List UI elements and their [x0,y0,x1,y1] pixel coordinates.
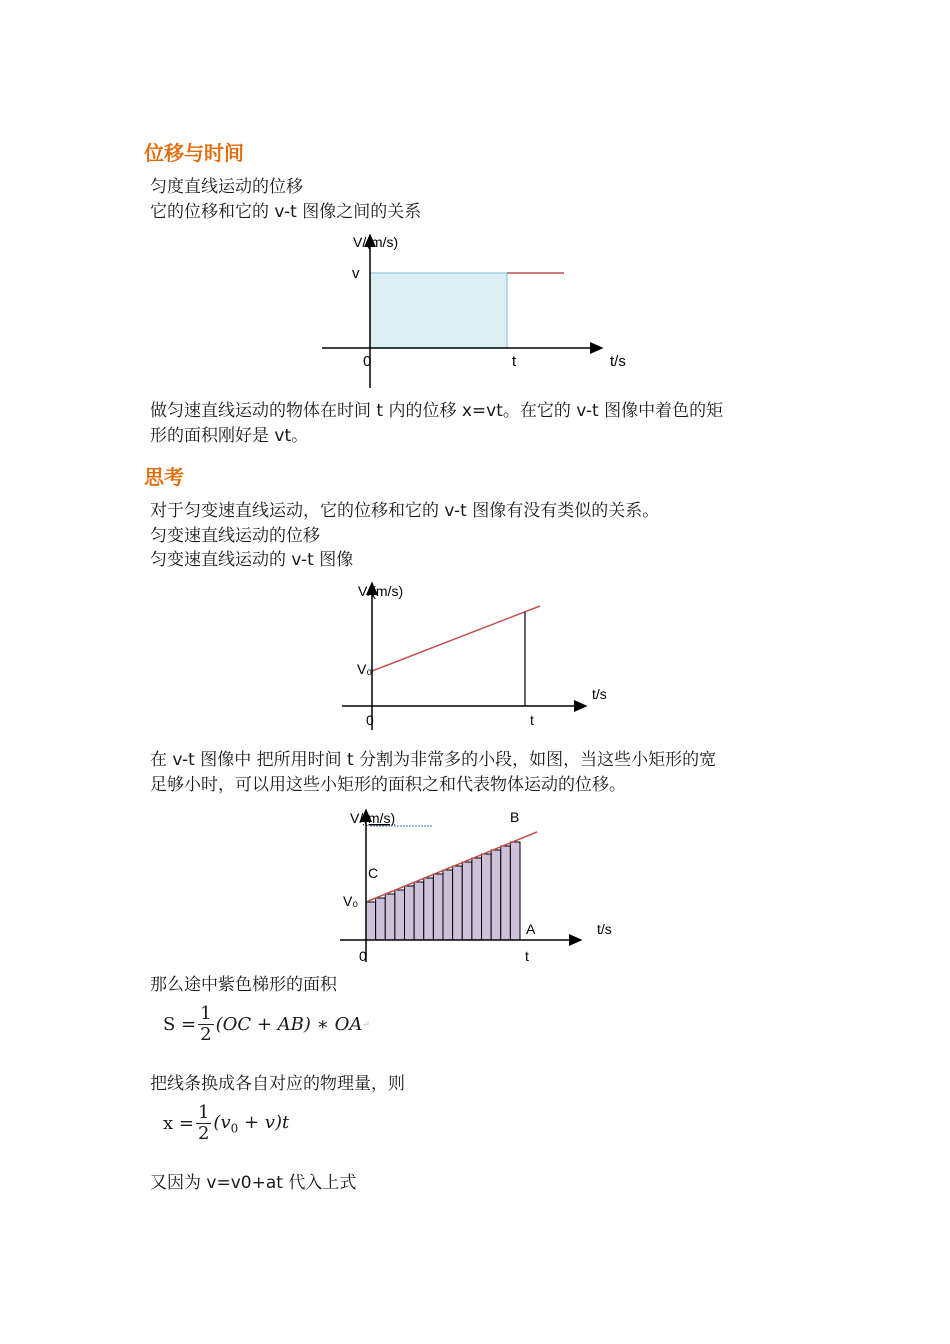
sub-rectangle [491,850,501,940]
sub-rectangle [443,870,453,940]
v0-label: V₀ [343,893,359,909]
vt-graph-uniform [310,225,650,395]
formula-area [163,1004,370,1045]
sub-rectangle [424,878,434,940]
text-line: 匀变速直线运动的 v-t 图像 [150,550,354,570]
text-line: 它的位移和它的 v-t 图像之间的关系 [150,202,422,222]
y-axis-label: V/(m/s) [353,234,399,250]
origin-label: 0 [359,948,367,964]
formula-displacement [163,1103,289,1144]
fraction [198,1004,213,1045]
text-line: 足够小时，可以用这些小矩形的面积之和代表物体运动的位移。 [150,775,626,795]
y-axis-label: V/(m/s) [358,583,404,599]
text-line: 匀变速直线运动的位移 [150,526,320,546]
sub-rectangle [501,846,511,940]
sub-rectangle [462,862,472,940]
fraction [196,1103,211,1144]
text-line: 那么途中紫色梯形的面积 [150,975,337,995]
x-axis-label: t/s [610,353,626,370]
text-line: 又因为 v=v0+at 代入上式 [150,1173,357,1193]
point-c-label: C [368,865,379,881]
origin-label: 0 [363,353,372,370]
fraction-numerator: 1 [200,1003,212,1024]
t-label: t [525,948,529,964]
v0-label: V₀ [357,661,373,677]
x-axis-label: t/s [597,921,612,937]
sub-rectangle [414,882,424,940]
fraction-numerator: 1 [197,1102,210,1123]
t-label: t [512,353,517,370]
sub-rectangle [366,902,376,940]
sub-rectangle [453,866,463,940]
fraction-denominator: 2 [200,1024,212,1045]
v-label: v [352,265,360,282]
sub-rectangle [385,894,395,940]
sub-rectangle [510,842,520,940]
text-line: 把线条换成各自对应的物理量，则 [150,1074,405,1094]
sub-rectangle [433,874,443,940]
text-line: 形的面积刚好是 vt。 [150,426,309,446]
t-label: t [530,712,534,728]
sub-rectangle [376,898,386,940]
section-heading-displacement: 位移与时间 [144,141,244,165]
sub-rectangle [395,890,405,940]
paragraph-mark: ↵ [362,1019,370,1030]
text-line: 在 v-t 图像中 把所用时间 t 分割为非常多的小段，如图，当这些小矩形的宽 [150,750,717,770]
x-axis-label: t/s [592,686,607,702]
formula-lhs: x = [163,1113,194,1134]
point-b-label: B [510,809,520,825]
vt-graph-subdivided [330,802,630,972]
text-line: 对于匀变速直线运动，它的位移和它的 v-t 图像有没有类似的关系。 [150,501,660,521]
vt-graph-accelerated [330,575,630,735]
text-line: 匀度直线运动的位移 [150,177,303,197]
formula-rhs: (OC + AB) ∗ OA [215,1014,363,1035]
sub-rectangle [482,854,492,940]
origin-label: 0 [366,712,374,728]
formula-lhs: S = [163,1014,197,1035]
text-line: 做匀速直线运动的物体在时间 t 内的位移 x=vt。在它的 v-t 图像中着色的矩 [150,401,724,421]
section-heading-think: 思考 [144,465,184,489]
displacement-area-rect [370,273,507,348]
fraction-denominator: 2 [197,1123,210,1144]
formula-rhs: $(v_0 + v)t$ [213,1111,290,1136]
y-axis-label: V/(m/s) [350,810,396,826]
bars-group [366,842,520,940]
velocity-line [372,606,540,671]
point-a-label: A [526,921,536,937]
sub-rectangle [472,858,482,940]
sub-rectangle [405,886,415,940]
